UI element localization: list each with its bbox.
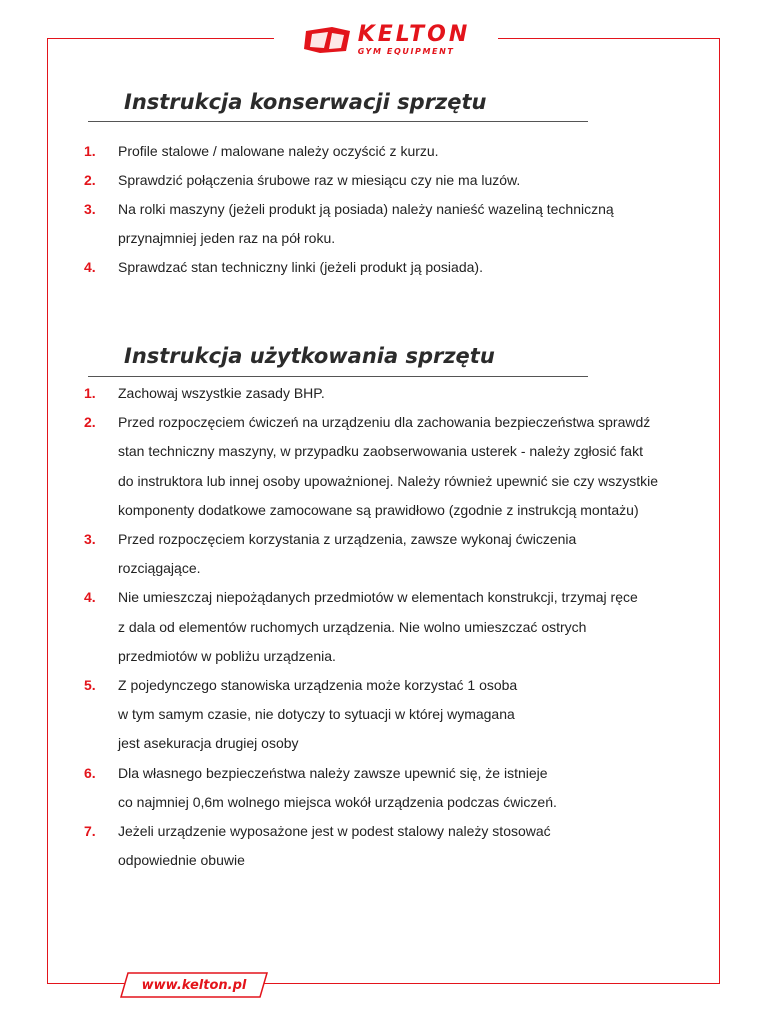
list-item-text: jest asekuracja drugiej osoby <box>118 735 299 752</box>
list-item-text: do instruktora lub innej osoby upoważnionej. Należy również upewnić sie czy wszystkie <box>118 472 659 489</box>
list-item-text: Jeżeli urządzenie wyposażone jest w podest stalowy należy stosować <box>118 823 551 839</box>
list-item-text: Przed rozpoczęciem ćwiczeń na urządzeniu dla zachowania bezpieczeństwa sprawdź <box>118 414 651 431</box>
list-item-text: Sprawdzać stan techniczny linki (jeżeli produkt ją posiada). <box>118 259 483 275</box>
kelton-emblem-icon <box>302 25 354 55</box>
list-item-number: 2. <box>84 172 96 188</box>
list-item-text: rozciągające. <box>118 560 201 577</box>
brand-logo <box>274 22 498 58</box>
usage-title: Instrukcja użytkowania sprzętu <box>124 344 495 368</box>
maintenance-title-rule <box>88 121 588 122</box>
list-item-text: Sprawdzić połączenia śrubowe raz w miesiącu czy nie ma luzów. <box>118 172 521 188</box>
list-item-text: Przed rozpoczęciem korzystania z urządzenia, zawsze wykonaj ćwiczenia <box>118 531 577 547</box>
usage-title-rule <box>88 376 588 377</box>
list-item-text: stan techniczny maszyny, w przypadku zaobserwowania usterek - należy zgłosić fakt <box>118 443 643 460</box>
list-item-number: 3. <box>84 201 96 217</box>
list-item-number: 5. <box>84 677 96 693</box>
brand-name: KELTON <box>357 22 471 47</box>
list-item-number: 1. <box>84 143 96 159</box>
list-item-text: Nie umieszczaj niepożądanych przedmiotów w elementach konstrukcji, trzymaj ręce <box>118 589 638 606</box>
list-item-text: w tym samym czasie, nie dotyczy to sytuacji w której wymagana <box>118 706 515 723</box>
list-item-text: przedmiotów w pobliżu urządzenia. <box>118 647 336 664</box>
list-item-number: 2. <box>84 414 96 431</box>
list-item-number: 6. <box>84 764 96 781</box>
list-item-text: z dala od elementów ruchomych urządzenia. Nie wolno umieszczać ostrych <box>118 618 587 635</box>
list-item-text: komponenty dodatkowe zamocowane są prawidłowo (zgodnie z instrukcją montażu) <box>118 501 639 518</box>
list-item-number: 4. <box>84 589 96 606</box>
list-item-number: 7. <box>84 823 96 839</box>
brand-tagline: GYM EQUIPMENT <box>357 47 455 56</box>
list-item-text: Z pojedynczego stanowiska urządzenia może korzystać 1 osoba <box>118 677 518 693</box>
list-item-number: 3. <box>84 531 96 547</box>
list-item-text: co najmniej 0,6m wolnego miejsca wokół urządzenia podczas ćwiczeń. <box>118 793 557 810</box>
list-item-text: przynajmniej jeden raz na pół roku. <box>118 230 336 246</box>
maintenance-title: Instrukcja konserwacji sprzętu <box>124 90 487 114</box>
list-item-text: Dla własnego bezpieczeństwa należy zawsze upewnić się, że istnieje <box>118 764 548 781</box>
list-item-number: 4. <box>84 259 96 275</box>
list-item-number: 1. <box>84 385 96 401</box>
list-item-text: Profile stalowe / malowane należy oczyścić z kurzu. <box>118 143 439 159</box>
website-link[interactable]: www.kelton.pl <box>141 977 247 993</box>
list-item-text: Zachowaj wszystkie zasady BHP. <box>118 385 325 401</box>
list-item-text: Na rolki maszyny (jeżeli produkt ją posiada) należy nanieść wazeliną techniczną <box>118 201 614 217</box>
list-item-text: odpowiednie obuwie <box>118 852 245 869</box>
